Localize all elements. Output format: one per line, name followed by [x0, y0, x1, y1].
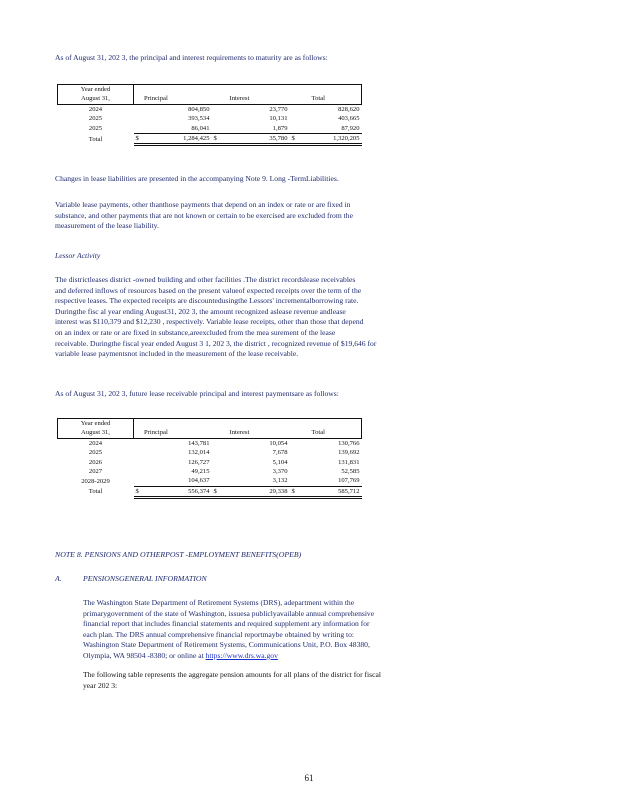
intro-principal-interest: As of August 31, 202 3, the principal and interest requirements to maturity are as follows: — [55, 53, 328, 62]
table-total-row: Total $ 556,374 $ 29,338 $ 585,712 — [58, 486, 362, 497]
drs-website-link[interactable]: https://www.drs.wa.gov — [205, 650, 278, 660]
header-interest: Interest — [212, 94, 290, 104]
table-row: 2025 132,014 7,678 139,692 — [88, 449, 360, 457]
section-a-heading: PENSIONSGENERAL INFORMATION — [83, 574, 207, 583]
table-row: 2028-2029 104,637 3,132 107,769 — [81, 477, 360, 485]
table-row: 2027 49,215 3,370 52,585 — [88, 468, 360, 476]
changes-text: Changes in lease liabilities are presented in the accompanying Note 9. Long -TermLiabilities. — [55, 174, 339, 183]
variable-lease-paragraph: Variable lease payments, other thanthose payments that depend on an index or rate or are fixed in substance, and other payments that are not known or certain to be exercised are excluded from the measurement of the lease liability. — [55, 200, 353, 231]
header-total: Total — [290, 428, 362, 438]
header-interest: Interest — [212, 428, 290, 438]
intro-lease-receivable: As of August 31, 202 3, future lease receivable principal and interest paymentsare as follows: — [55, 389, 339, 398]
table-row: 2025 393,534 10,131 403,665 — [88, 115, 360, 123]
drs-paragraph: The Washington State Department of Retirement Systems (DRS), adepartment within the primarygovernment of the state of Washington, issuesa publiclyavailable annual comprehensive financial report that includes financial statements and required supplement ary information for each plan. The DRS annual comprehensive financial reportmaybe obtained by writing to: Washington State Department of Retirement Systems, Communications Unit, P.O. Box 48380, Olympia, WA 98504 -8380; or online at https://www.drs.wa.gov — [83, 598, 375, 660]
header-year-2: August 31, — [58, 428, 134, 438]
table-row: 2024 804,850 23,770 828,620 — [88, 105, 360, 113]
note8-heading: NOTE 8. PENSIONS AND OTHERPOST -EMPLOYMENT BENEFITS(OPEB) — [55, 550, 302, 559]
header-principal: Principal — [134, 94, 212, 104]
table-row: 2026 126,727 5,104 131,831 — [88, 458, 360, 466]
page-number: 61 — [304, 773, 314, 783]
table-row: 2025 86,041 1,879 87,920 — [88, 124, 360, 132]
lease-liability-maturity-table — [57, 84, 362, 146]
table-total-row: Total $ 1,284,425 $ 35,780 $ 1,320,205 — [58, 134, 362, 145]
lease-receivable-table — [57, 418, 362, 499]
lessor-activity-heading: Lessor Activity — [55, 251, 101, 260]
header-year-2: August 31, — [58, 94, 134, 104]
section-a-letter: A. — [55, 574, 62, 583]
header-total: Total — [290, 94, 362, 104]
header-principal: Principal — [134, 428, 212, 438]
table-row: 2024 143,781 10,054 130,766 — [88, 439, 360, 447]
header-year: Year ended — [58, 85, 134, 95]
header-year: Year ended — [58, 419, 134, 429]
following-table-paragraph: The following table represents the aggregate pension amounts for all plans of the district for fiscal year 202 3: — [83, 670, 381, 690]
lessor-paragraph: The districtleases district -owned building and other facilities .The district recordslease receivables and deferred inflows of resources based on the present valueof expected receipts over the term of the respective leases. The expected receipts are discountedusingthe Lessors' incrementalborrowing rate. Duringthe fisc al year ending August31, 202 3, the amount recognized aslease revenue andlease interest was $110,379 and $12,230 , respectively. Variable lease receipts, other than those that depend on an index or rate or are fixed in substance,areexcluded from the mea surement of the lease receivable. Duringthe fiscal year ended August 3 1, 202 3, the district , recognized revenue of $19,646 for variable lease paymentsnot included in the measurement of the lease receivable. — [55, 275, 377, 359]
